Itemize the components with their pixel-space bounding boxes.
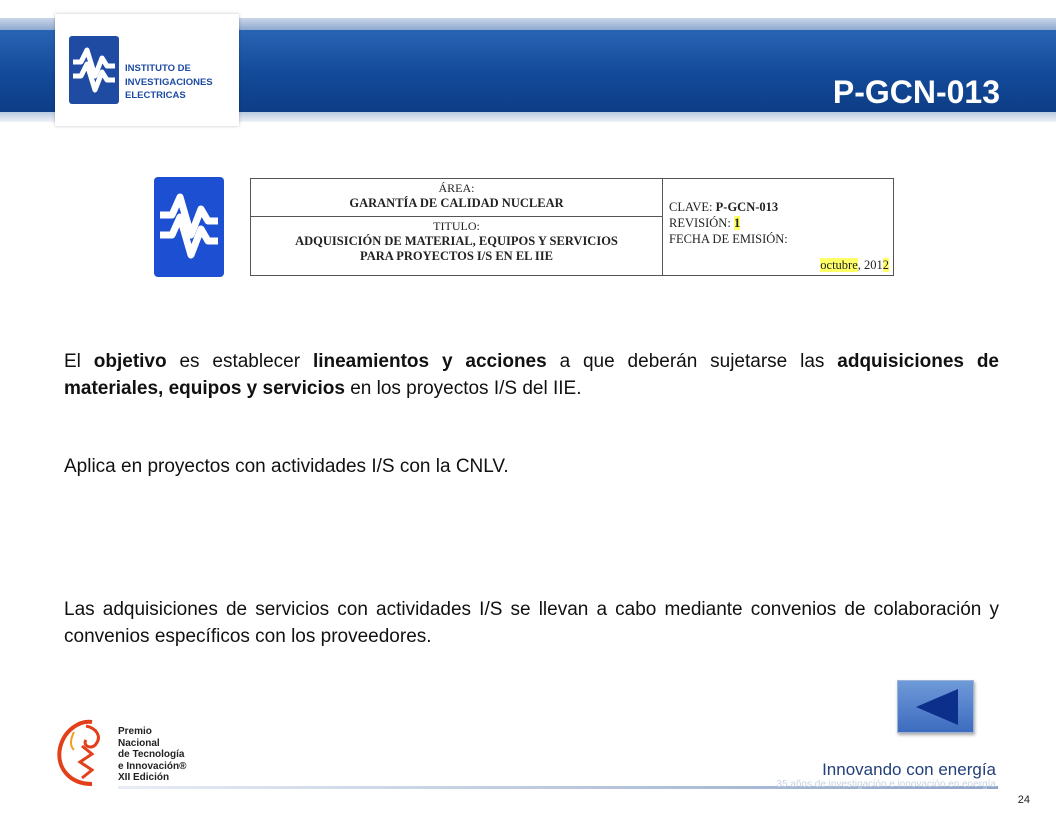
text-run: en los proyectos I/S del IIE. bbox=[344, 378, 582, 399]
page-number: 24 bbox=[1017, 794, 1030, 806]
clave-value: P-GCN-013 bbox=[715, 200, 779, 214]
fecha-value bbox=[820, 257, 889, 273]
services-paragraph: Las adquisiciones de servicios con actividades I/S se llevan a cabo mediante convenios de colaboración y convenios específicos con los proveedores. bbox=[64, 599, 999, 647]
tagline-subtext: 35 años de investigación e innovación en energía bbox=[776, 779, 996, 790]
fecha-label: FECHA DE EMISIÓN: bbox=[669, 232, 788, 246]
award-line: Premio bbox=[118, 726, 152, 737]
institute-name-line: INSTITUTO DE bbox=[125, 63, 191, 74]
area-value: GARANTÍA DE CALIDAD NUCLEAR bbox=[349, 196, 564, 210]
institute-name bbox=[125, 62, 239, 103]
revision-row bbox=[669, 215, 891, 231]
text-run: El bbox=[64, 351, 94, 372]
title-value-line: ADQUISICIÓN DE MATERIAL, EQUIPOS Y SERVICIOS bbox=[295, 234, 618, 248]
award-text bbox=[118, 726, 187, 784]
award-line: de Tecnología bbox=[118, 749, 185, 760]
text-run: a que deberán sujetarse las bbox=[546, 351, 838, 372]
area-label: ÁREA: bbox=[438, 181, 475, 195]
fecha-month: octubre bbox=[820, 258, 858, 272]
title-value-line: PARA PROYECTOS I/S EN EL IIE bbox=[360, 249, 553, 263]
institute-logo bbox=[55, 14, 239, 126]
document-code: P-GCN-013 bbox=[832, 74, 1000, 110]
award-line: Nacional bbox=[118, 737, 160, 749]
document-logo-icon bbox=[154, 177, 224, 277]
area-cell bbox=[251, 179, 662, 217]
text-bold: objetivo bbox=[93, 351, 167, 372]
fecha-row bbox=[669, 231, 891, 247]
fecha-sep: , 201 bbox=[857, 258, 883, 272]
document-header-table bbox=[250, 178, 894, 276]
award-line: e Innovación® bbox=[118, 760, 187, 772]
clave-row bbox=[669, 199, 891, 215]
revision-value: 1 bbox=[733, 216, 741, 230]
institute-name-line: ELECTRICAS bbox=[125, 90, 186, 101]
document-header-right bbox=[669, 179, 891, 275]
tagline: Innovando con energía bbox=[822, 760, 996, 779]
document-header-left bbox=[251, 179, 663, 275]
text-bold: adquisiciones de materiales, equipos y servicios bbox=[64, 351, 1000, 399]
award-logo-icon bbox=[52, 716, 122, 788]
title-cell bbox=[251, 217, 662, 275]
text-bold: lineamientos y acciones bbox=[312, 351, 547, 372]
text-run: es establecer bbox=[166, 351, 313, 372]
iie-logo-mark-icon bbox=[69, 36, 119, 104]
clave-label: CLAVE: bbox=[669, 200, 713, 214]
back-button[interactable] bbox=[897, 680, 974, 733]
objective-paragraph bbox=[64, 348, 999, 402]
award-line: XII Edición bbox=[118, 772, 170, 783]
institute-name-line: INVESTIGACIONES bbox=[125, 76, 213, 88]
triangle-left-icon bbox=[898, 681, 975, 734]
title-label: TITULO: bbox=[433, 219, 480, 233]
scope-paragraph: Aplica en proyectos con actividades I/S con la CNLV. bbox=[64, 456, 509, 477]
revision-label: REVISIÓN: bbox=[669, 216, 731, 230]
fecha-last-digit: 2 bbox=[882, 258, 889, 272]
